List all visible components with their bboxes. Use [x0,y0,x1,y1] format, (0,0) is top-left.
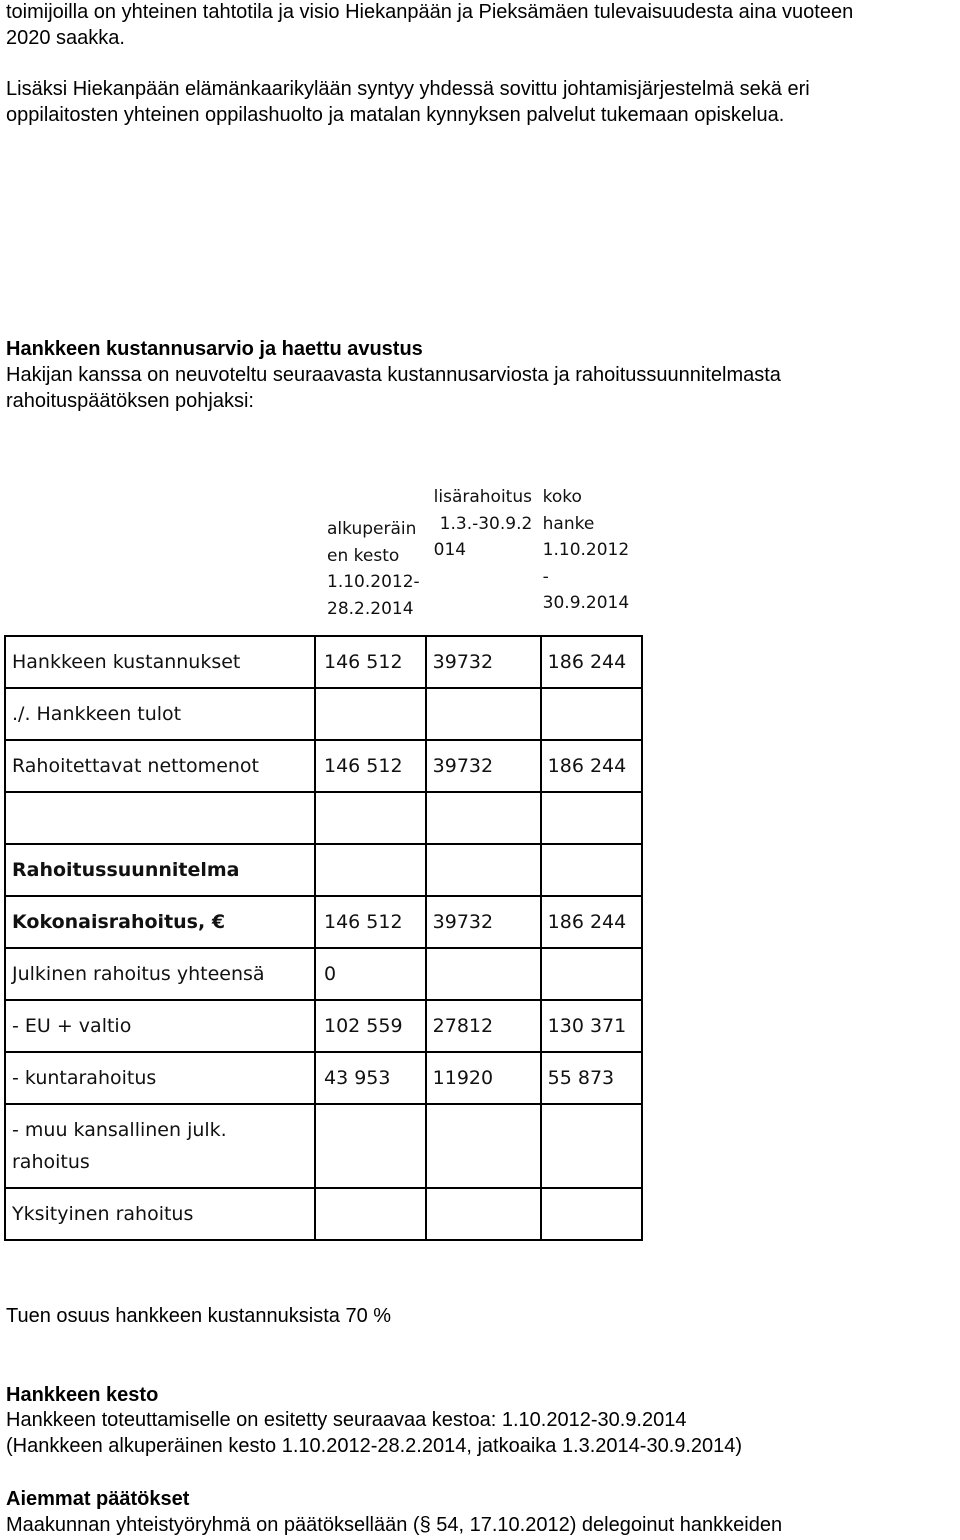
row-value-total: 186 244 [541,740,642,792]
table-row [5,896,642,948]
row-label: - EU + valtio [5,1000,315,1052]
budget-heading: Hankkeen kustannusarvio ja haettu avustus [6,338,423,360]
row-value-total: 55 873 [541,1052,642,1104]
row-value-additional: 39732 [426,740,541,792]
row-value-original [315,1188,426,1240]
previous-decisions-line-1: Maakunnan yhteistyöryhmä on päätöksellään (§ 54, 17.10.2012) delegoinut hankkeiden [6,1514,783,1536]
row-value-total: 130 371 [541,1000,642,1052]
row-value-additional: 27812 [426,1000,541,1052]
table-row [5,1104,642,1188]
row-value-total [541,1188,642,1240]
header-whole-project: koko hanke 1.10.2012 - 30.9.2014 [542,487,630,613]
row-label: Hankkeen kustannukset [5,636,315,688]
row-value-original [315,844,426,896]
duration-line-1: Hankkeen toteuttamiselle on esitetty seuraavaa kestoa: 1.10.2012-30.9.2014 [6,1409,687,1431]
previous-decisions-heading: Aiemmat päätökset [6,1488,190,1510]
row-value-original: 0 [315,948,426,1000]
row-value-original: 43 953 [315,1052,426,1104]
row-value-total [541,1104,642,1188]
row-value-original: 102 559 [315,1000,426,1052]
row-label: - kuntarahoitus [5,1052,315,1104]
intro-line-3: Lisäksi Hiekanpään elämänkaarikylään syntyy yhdessä sovittu johtamisjärjestelmä sekä eri [6,78,810,100]
row-value-additional [426,1104,541,1188]
duration-line-2: (Hankkeen alkuperäinen kesto 1.10.2012-28.2.2014, jatkoaika 1.3.2014-30.9.2014) [6,1435,743,1457]
row-value-additional: 39732 [426,636,541,688]
row-label: ./. Hankkeen tulot [5,688,315,740]
row-label: Julkinen rahoitus yhteensä [5,948,315,1000]
table-row [5,844,642,896]
header-original-duration: alkuperäin en kesto 1.10.2012- 28.2.2014 [327,519,420,619]
row-value-original: 146 512 [315,896,426,948]
table-row [5,688,642,740]
row-value-original [315,688,426,740]
header-empty-cell [5,484,315,636]
table-row [5,1188,642,1240]
row-value-additional [426,948,541,1000]
row-value-original: 146 512 [315,636,426,688]
support-share-text: Tuen osuus hankkeen kustannuksista 70 % [6,1305,392,1327]
budget-text-line-1: Hakijan kanssa on neuvoteltu seuraavasta kustannusarviosta ja rahoitussuunnitelmasta [6,364,781,386]
table-header-row [5,484,642,636]
row-label: Rahoitettavat nettomenot [5,740,315,792]
intro-line-4: oppilaitosten yhteinen oppilashuolto ja matalan kynnyksen palvelut tukemaan opiskelua. [6,104,785,126]
row-label: Kokonaisrahoitus, € [5,896,315,948]
table-row [5,948,642,1000]
row-value-total [541,792,642,844]
row-value-additional [426,844,541,896]
row-value-additional [426,792,541,844]
header-additional-funding: lisärahoitus 1.3.-30.9.2 014 [433,487,533,560]
row-value-additional [426,1188,541,1240]
row-value-total: 186 244 [541,896,642,948]
row-value-total [541,844,642,896]
table-row-empty [5,792,642,844]
row-label [5,792,315,844]
table-row [5,636,642,688]
budget-table [4,484,643,1241]
intro-line-2: 2020 saakka. [6,27,125,49]
row-value-original: 146 512 [315,740,426,792]
table-row [5,740,642,792]
row-value-total [541,688,642,740]
row-label: Rahoitussuunnitelma [5,844,315,896]
row-value-additional [426,688,541,740]
row-value-total: 186 244 [541,636,642,688]
row-value-additional: 39732 [426,896,541,948]
row-value-additional: 11920 [426,1052,541,1104]
row-label: - muu kansallinen julk. rahoitus [5,1104,315,1188]
row-value-total [541,948,642,1000]
table-row [5,1052,642,1104]
row-label: Yksityinen rahoitus [5,1188,315,1240]
duration-heading: Hankkeen kesto [6,1384,159,1406]
row-value-original [315,792,426,844]
row-value-original [315,1104,426,1188]
table-row [5,1000,642,1052]
budget-text-line-2: rahoituspäätöksen pohjaksi: [6,390,254,412]
intro-line-1: toimijoilla on yhteinen tahtotila ja visio Hiekanpään ja Pieksämäen tulevaisuudesta aina vuoteen [6,1,854,23]
